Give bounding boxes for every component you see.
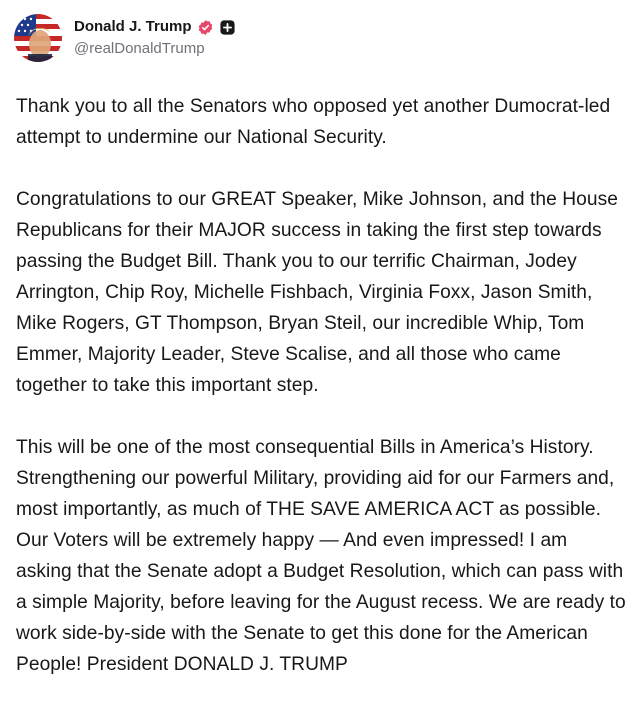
post-header [16,12,628,64]
verified-badge-icon [197,19,214,36]
author-info [74,18,236,59]
author-handle[interactable]: @realDonaldTrump [74,39,205,57]
plus-badge-icon [219,19,236,36]
name-row [74,18,236,37]
post-paragraph: Thank you to all the Senators who opposed yet another Dumocrat-led attempt to undermine our National Security. [16,96,616,148]
post-paragraph: Congratulations to our GREAT Speaker, Mike Johnson, and the House Republicans for their MAJOR success in taking the first step towards passing the Budget Bill. Thank you to our terrific Chairman, Jodey Arrington, Chip Roy, Michelle Fishbach, Virginia Foxx, Jason Smith, Mike Rogers, GT Thompson, Bryan Steil, our incredible Whip, Tom Emmer, Majority Leader, Steve Scalise, and all those who came together to take this important step. [16,189,624,396]
author-display-name[interactable]: Donald J. Trump [74,17,192,35]
post-paragraph: This will be one of the most consequential Bills in America’s History. Strengthening our powerful Military, providing aid for our Farmers and, most importantly, as much of THE SAVE AMERICA ACT as possible. Our Voters will be extremely happy — And even impressed! I am asking that the Senate adopt a Budget Resolution, which can pass with a simple Majority, before leaving for the August recess. We are ready to work side-by-side with the Senate to get this done for the American People! President DONALD J. TRUMP [16,437,632,675]
portrait-avatar-icon [14,14,62,62]
post-content [16,91,632,680]
avatar[interactable] [14,14,62,62]
